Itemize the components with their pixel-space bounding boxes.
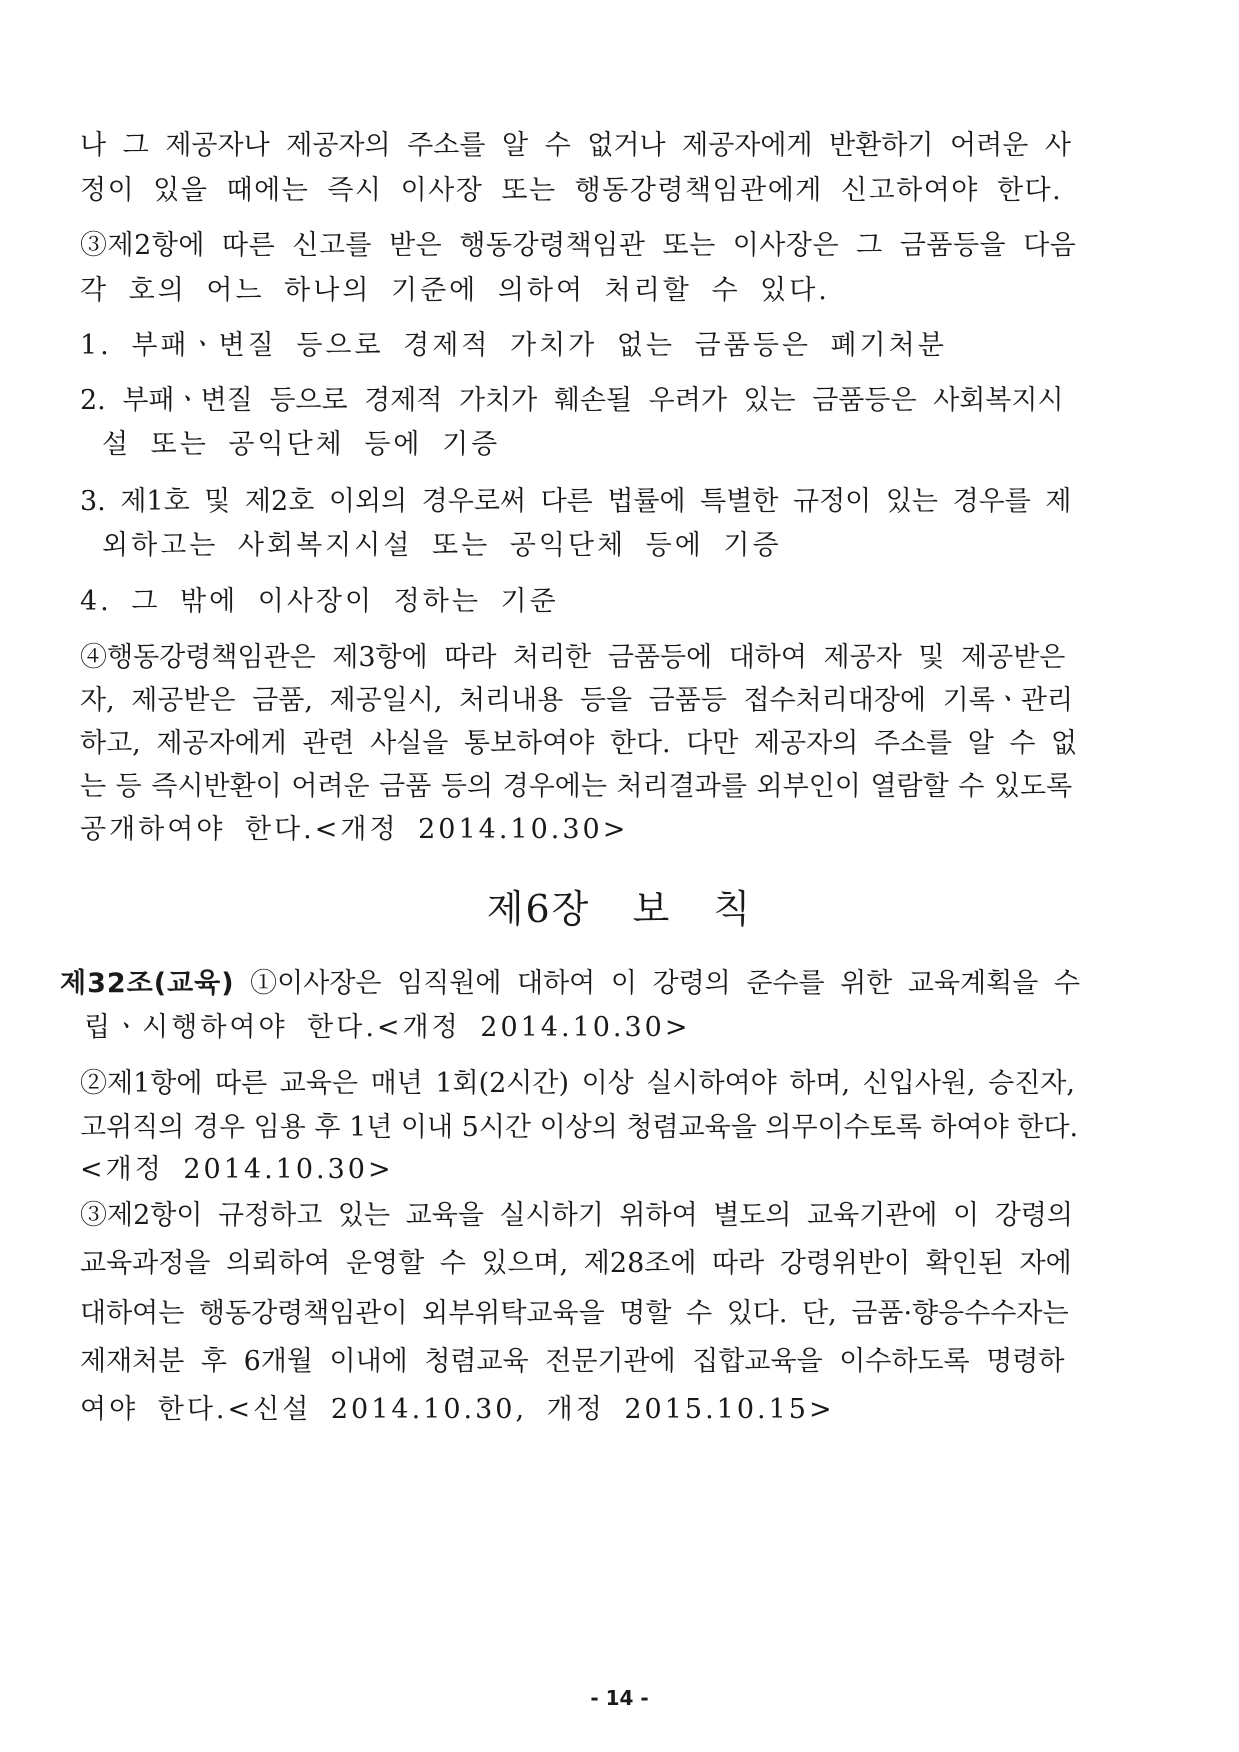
text-line: 하고, 제공자에게 관련 사실을 통보하여야 한다. 다만 제공자의 주소를 알 수 없 [80, 728, 1078, 759]
text-line: <개정 2014.10.30> [80, 1154, 394, 1185]
list-item: 1. 부패ㆍ변질 등으로 경제적 가치가 없는 금품등은 폐기처분 [80, 330, 947, 361]
text-line: 제재처분 후 6개월 이내에 청렴교육 전문기관에 집합교육을 이수하도록 명령하 [80, 1346, 1065, 1377]
list-item: 2. 부패ㆍ변질 등으로 경제적 가치가 훼손될 우려가 있는 금품등은 사회복지시 [80, 385, 1064, 416]
text-line: 자, 제공받은 금품, 제공일시, 처리내용 등을 금품등 접수처리대장에 기록ㆍ관리 [80, 685, 1074, 716]
text-line: 립ㆍ시행하여야 한다.<개정 2014.10.30> [84, 1012, 691, 1043]
list-item-continuation: 설 또는 공익단체 등에 기증 [102, 429, 501, 460]
text-line: 각 호의 어느 하나의 기준에 의하여 처리할 수 있다. [80, 275, 830, 306]
article-title: 제32조(교육) [60, 968, 235, 999]
list-item: 3. 제1호 및 제2호 이외의 경우로써 다른 법률에 특별한 규정이 있는 경우를 제 [80, 486, 1072, 517]
page-number: - 14 - [590, 1686, 649, 1710]
article-32-first-line [60, 966, 1080, 1002]
text-line: 교육과정을 의뢰하여 운영할 수 있으며, 제28조에 따라 강령위반이 확인된 자에 [80, 1248, 1072, 1279]
article-text: ①이사장은 임직원에 대하여 이 강령의 준수를 위한 교육계획을 수 [234, 968, 1080, 999]
list-item: 4. 그 밖에 이사장이 정하는 기준 [80, 586, 559, 617]
text-line: 대하여는 행동강령책임관이 외부위탁교육을 명할 수 있다. 단, 금품·향응수수자는 [80, 1298, 1069, 1329]
text-line: 여야 한다.<신설 2014.10.30, 개정 2015.10.15> [80, 1394, 835, 1425]
text-line: 정이 있을 때에는 즉시 이사장 또는 행동강령책임관에게 신고하여야 한다. [80, 175, 1063, 206]
chapter-heading: 제6장 보 칙 [486, 887, 753, 931]
text-line: ③제2항이 규정하고 있는 교육을 실시하기 위하여 별도의 교육기관에 이 강령의 [80, 1200, 1073, 1231]
text-line: 나 그 제공자나 제공자의 주소를 알 수 없거나 제공자에게 반환하기 어려운 사 [80, 130, 1071, 161]
text-line: ③제2항에 따른 신고를 받은 행동강령책임관 또는 이사장은 그 금품등을 다음 [80, 230, 1077, 261]
text-line: 고위직의 경우 임용 후 1년 이내 5시간 이상의 청렴교육을 의무이수토록 하여야 한다. [80, 1112, 1079, 1143]
list-item-continuation: 외하고는 사회복지시설 또는 공익단체 등에 기증 [102, 530, 782, 561]
text-line: 는 등 즉시반환이 어려운 금품 등의 경우에는 처리결과를 외부인이 열람할 수 있도록 [80, 771, 1073, 802]
text-line: ②제1항에 따른 교육은 매년 1회(2시간) 이상 실시하여야 하며, 신입사원, 승진자, [80, 1068, 1075, 1099]
text-line: ④행동강령책임관은 제3항에 따라 처리한 금품등에 대하여 제공자 및 제공받은 [80, 642, 1066, 673]
text-line: 공개하여야 한다.<개정 2014.10.30> [80, 814, 629, 845]
